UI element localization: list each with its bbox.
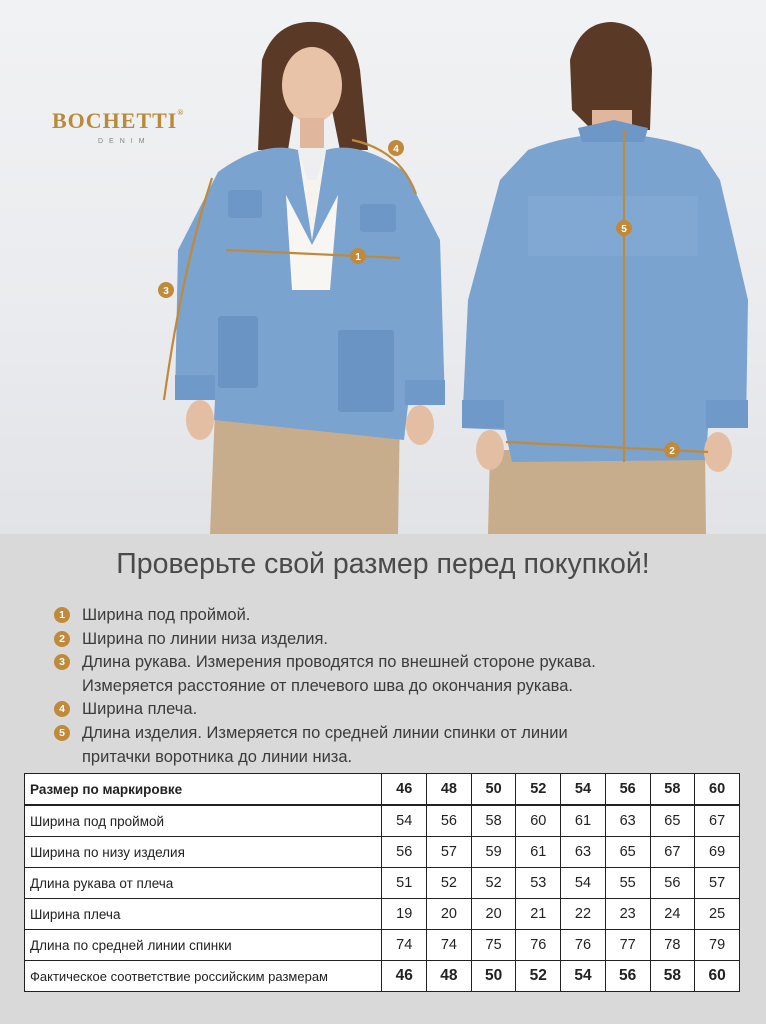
note-text: Ширина по линии низа изделия.	[82, 629, 328, 648]
table-header-row	[25, 774, 740, 806]
note-item	[54, 604, 734, 628]
table-cell: 78	[650, 930, 695, 961]
table-cell: 48	[427, 961, 472, 992]
table-cell: 67	[695, 805, 740, 837]
table-cell: 24	[650, 899, 695, 930]
number-badge-icon: 5	[54, 725, 70, 741]
table-cell: 21	[516, 899, 561, 930]
marker-4-label: 4	[393, 144, 399, 155]
table-cell: 56	[605, 961, 650, 992]
table-cell: 76	[516, 930, 561, 961]
table-cell: 56	[650, 868, 695, 899]
note-text: Ширина под проймой.	[82, 606, 251, 624]
table-footer-row	[25, 961, 740, 992]
table-cell: 63	[605, 805, 650, 837]
row-label: Фактическое соответствие российским размерам	[25, 961, 382, 992]
table-cell: 56	[382, 837, 427, 868]
row-label: Ширина под проймой	[25, 805, 382, 837]
table-cell: 55	[605, 868, 650, 899]
table-row	[25, 899, 740, 930]
table-cell: 52	[427, 868, 472, 899]
table-cell: 59	[471, 837, 516, 868]
table-cell: 60	[695, 961, 740, 992]
number-badge-icon: 1	[54, 607, 70, 623]
size-header-cell: 48	[427, 774, 472, 806]
table-cell: 20	[471, 899, 516, 930]
size-header-cell: 56	[605, 774, 650, 806]
marker-2-label: 2	[669, 446, 675, 457]
table-row	[25, 868, 740, 899]
table-cell: 25	[695, 899, 740, 930]
table-cell: 46	[382, 961, 427, 992]
row-label: Длина рукава от плеча	[25, 868, 382, 899]
size-table	[24, 773, 740, 992]
number-badge-icon: 2	[54, 631, 70, 647]
size-header-cell: 58	[650, 774, 695, 806]
note-text: Длина рукава. Измерения проводятся по внешней стороне рукава. Измеряется расстояние от плечевого шва до окончания рукава.	[82, 653, 596, 695]
row-label: Ширина плеча	[25, 899, 382, 930]
table-cell: 67	[650, 837, 695, 868]
table-cell: 76	[561, 930, 606, 961]
note-text: Длина изделия. Измеряется по средней линии спинки от линии притачки воротника до линии низа.	[82, 723, 568, 766]
table-cell: 23	[605, 899, 650, 930]
row-label: Ширина по низу изделия	[25, 837, 382, 868]
table-cell: 61	[561, 805, 606, 837]
table-header-label: Размер по маркировке	[25, 774, 382, 806]
table-cell: 69	[695, 837, 740, 868]
table-cell: 19	[382, 899, 427, 930]
table-cell: 77	[605, 930, 650, 961]
table-cell: 56	[427, 805, 472, 837]
table-cell: 54	[561, 961, 606, 992]
brand-subtitle: DENIM	[98, 138, 151, 145]
marker-1-label: 1	[355, 252, 361, 263]
table-cell: 58	[471, 805, 516, 837]
table-cell: 74	[382, 930, 427, 961]
table-cell: 22	[561, 899, 606, 930]
measurement-notes	[54, 604, 734, 769]
number-badge-icon: 3	[54, 654, 70, 670]
table-cell: 52	[471, 868, 516, 899]
table-cell: 54	[561, 868, 606, 899]
note-item	[54, 698, 734, 722]
table-cell: 57	[427, 837, 472, 868]
table-row	[25, 837, 740, 868]
note-item	[54, 651, 734, 698]
number-badge-icon: 4	[54, 701, 70, 717]
size-header-cell: 50	[471, 774, 516, 806]
table-cell: 60	[516, 805, 561, 837]
size-header-cell: 46	[382, 774, 427, 806]
row-label: Длина по средней линии спинки	[25, 930, 382, 961]
brand-name: BOCHETTI®	[52, 108, 185, 133]
table-cell: 51	[382, 868, 427, 899]
table-cell: 61	[516, 837, 561, 868]
table-cell: 54	[382, 805, 427, 837]
table-row	[25, 805, 740, 837]
note-text: Ширина плеча.	[82, 700, 198, 719]
table-cell: 63	[561, 837, 606, 868]
table-cell: 65	[650, 805, 695, 837]
size-header-cell: 60	[695, 774, 740, 806]
table-cell: 50	[471, 961, 516, 992]
table-cell: 58	[650, 961, 695, 992]
table-row	[25, 930, 740, 961]
table-cell: 74	[427, 930, 472, 961]
table-cell: 20	[427, 899, 472, 930]
brand-logo	[52, 108, 212, 145]
note-item	[54, 628, 734, 652]
marker-5-label: 5	[621, 224, 627, 235]
table-cell: 57	[695, 868, 740, 899]
page-heading: Проверьте свой размер перед покупкой!	[116, 548, 650, 580]
note-item	[54, 722, 734, 769]
table-cell: 53	[516, 868, 561, 899]
table-cell: 79	[695, 930, 740, 961]
table-cell: 65	[605, 837, 650, 868]
size-header-cell: 52	[516, 774, 561, 806]
table-cell: 75	[471, 930, 516, 961]
size-header-cell: 54	[561, 774, 606, 806]
marker-3-label: 3	[163, 286, 169, 297]
table-cell: 52	[516, 961, 561, 992]
